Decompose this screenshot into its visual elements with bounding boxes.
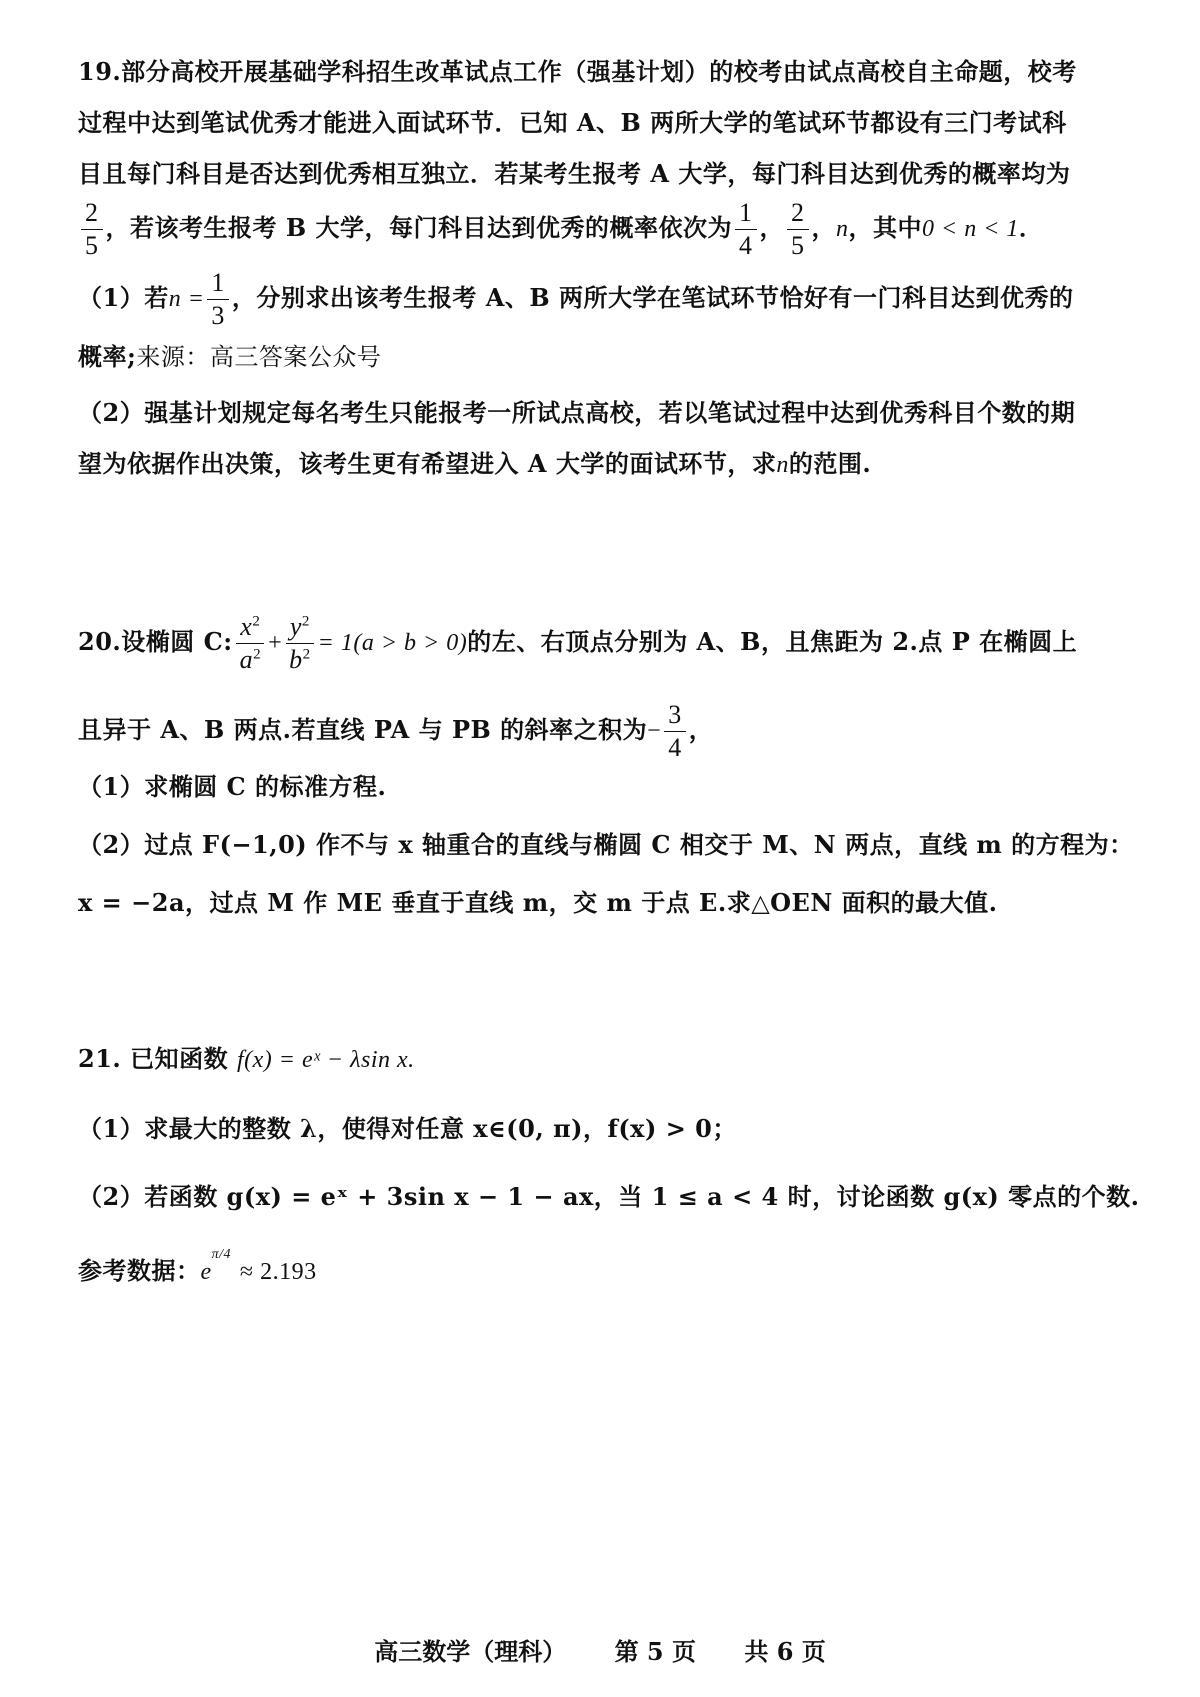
frac-num: 2 (81, 198, 103, 230)
q20-sub2-line2: x = −2a，过点 M 作 ME 垂直于直线 m，交 m 于点 E.求△OEN 面积的最大值. (78, 888, 998, 917)
frac-den: 4 (668, 733, 682, 762)
var-n: n (836, 216, 849, 242)
q19-line4-text: ，若该考生报考 B 大学，每门科目达到优秀的概率依次为 (105, 213, 732, 242)
q21-function: f(x) = eˣ − λsin x. (236, 1047, 415, 1073)
frac-den: 3 (211, 301, 225, 330)
ref-label: 参考数据： (78, 1256, 201, 1285)
frac-num: $x^2$ (236, 612, 264, 644)
n-range: 0 < n < 1 (922, 216, 1019, 242)
fraction-three-quarters (664, 700, 686, 763)
q21-reference (78, 1247, 317, 1289)
frac-num: 1 (735, 198, 757, 230)
q19-sub2-line1: （2）强基计划规定每名考生只能报考一所试点高校，若以笔试过程中达到优秀科目个数的期 (78, 398, 1076, 427)
frac-den: 4 (739, 231, 753, 260)
footer-total: 共 6 页 (744, 1637, 826, 1666)
q19-line3: 目且每门科目是否达到优秀相互独立．若某考生报考 A 大学，每门科目达到优秀的概率均为 (78, 159, 1071, 188)
q19-line2: 过程中达到笔试优秀才能进入面试环节．已知 A、B 两所大学的笔试环节都设有三门考试科 (78, 108, 1067, 137)
footer-page: 第 5 页 (614, 1637, 696, 1666)
q19-line4-tail: ，其中 (848, 213, 922, 242)
q19-line4: $\frac{2}{5}$ ，若该考生报考 B 大学，每门科目达到优秀的概率依次为 $\frac{1}{4}$ ， $\frac{2}{5}$ ，n，其中0 < n < 1． (78, 198, 1043, 261)
q19-sub1-end: 概率; (78, 342, 137, 371)
n-equals: n = (168, 286, 205, 312)
q19-sub2-end: 的范围. (788, 449, 872, 478)
fraction-one-third (207, 268, 229, 331)
q20-line1-tail: 的左、右顶点分别为 A、B，且焦距为 2.点 P 在椭圆上 (467, 627, 1078, 656)
q21-sub2: （2）若函数 g(x) = eˣ + 3sin x − 1 − ax，当 1 ≤ a < 4 时，讨论函数 g(x) 零点的个数. (78, 1182, 1140, 1211)
q20-sub2-line1: （2）过点 F(−1,0) 作不与 x 轴重合的直线与椭圆 C 相交于 M、N 两点，直线 m 的方程为： (78, 830, 1134, 859)
ref-value: ≈ 2.193 (239, 1259, 317, 1285)
frac-den: $b^2$ (289, 645, 311, 674)
q20-sub1: （1）求椭圆 C 的标准方程. (78, 772, 387, 801)
fraction-two-fifths (81, 198, 103, 261)
fraction-two-fifths-b (787, 198, 809, 261)
q21-sub1: （1）求最大的整数 λ，使得对任意 x∈(0, π)，f(x) > 0； (78, 1114, 737, 1143)
frac-num: 3 (664, 700, 686, 732)
q20-prefix: 20.设椭圆 C: (78, 627, 233, 656)
footer-subject: 高三数学（理科） (374, 1637, 567, 1666)
fraction-y2-b2 (285, 612, 315, 675)
q20-line1: 20.设椭圆 C: $\frac{x^2}{a^2}$ + $\frac{y^2}{b^2}$ = 1(a > b > 0)的左、右顶点分别为 A、B，且焦距为 2.点 P 在椭圆上 (78, 612, 1078, 674)
q20-line2-text: 且异于 A、B 两点.若直线 PA 与 PB 的斜率之积为 (78, 715, 648, 744)
q19-sub2-line2 (78, 447, 871, 482)
frac-den: 5 (791, 231, 805, 260)
frac-den: $a^2$ (239, 645, 262, 674)
watermark-text: 来源：高三答案公众号 (136, 343, 382, 371)
ref-expression: $e^{\pi/4}$ (200, 1247, 232, 1285)
q19-line1: 19.部分高校开展基础学科招生改革试点工作（强基计划）的校考由试点高校自主命题，校考 (78, 57, 1077, 86)
fraction-x2-a2 (236, 612, 266, 675)
q21-line1 (78, 1042, 415, 1077)
ellipse-eq-tail: = 1(a > b > 0) (317, 630, 468, 656)
frac-num: 2 (787, 198, 809, 230)
q19-sub1-text: ，分别求出该考生报考 A、B 两所大学在笔试环节恰好有一门科目达到优秀的 (231, 283, 1074, 312)
q20-line2: 且异于 A、B 两点.若直线 PA 与 PB 的斜率之积为− $\frac{3}{4}$ ， (78, 700, 714, 762)
fraction-one-quarter (735, 198, 757, 261)
q19-sub2-text: 望为依据作出决策，该考生更有希望进入 A 大学的面试环节，求 (78, 449, 777, 478)
q21-prefix: 21. 已知函数 (78, 1044, 229, 1073)
var-n-2: n (776, 452, 789, 478)
q19-sub1-prefix: （1）若 (78, 283, 169, 312)
q19-sub1-line1 (78, 268, 1074, 331)
page-footer (0, 1632, 1200, 1667)
frac-num: $y^2$ (286, 612, 314, 644)
frac-den: 5 (85, 231, 99, 260)
frac-num: 1 (207, 268, 229, 300)
q19-sub1-line2 (78, 340, 381, 374)
